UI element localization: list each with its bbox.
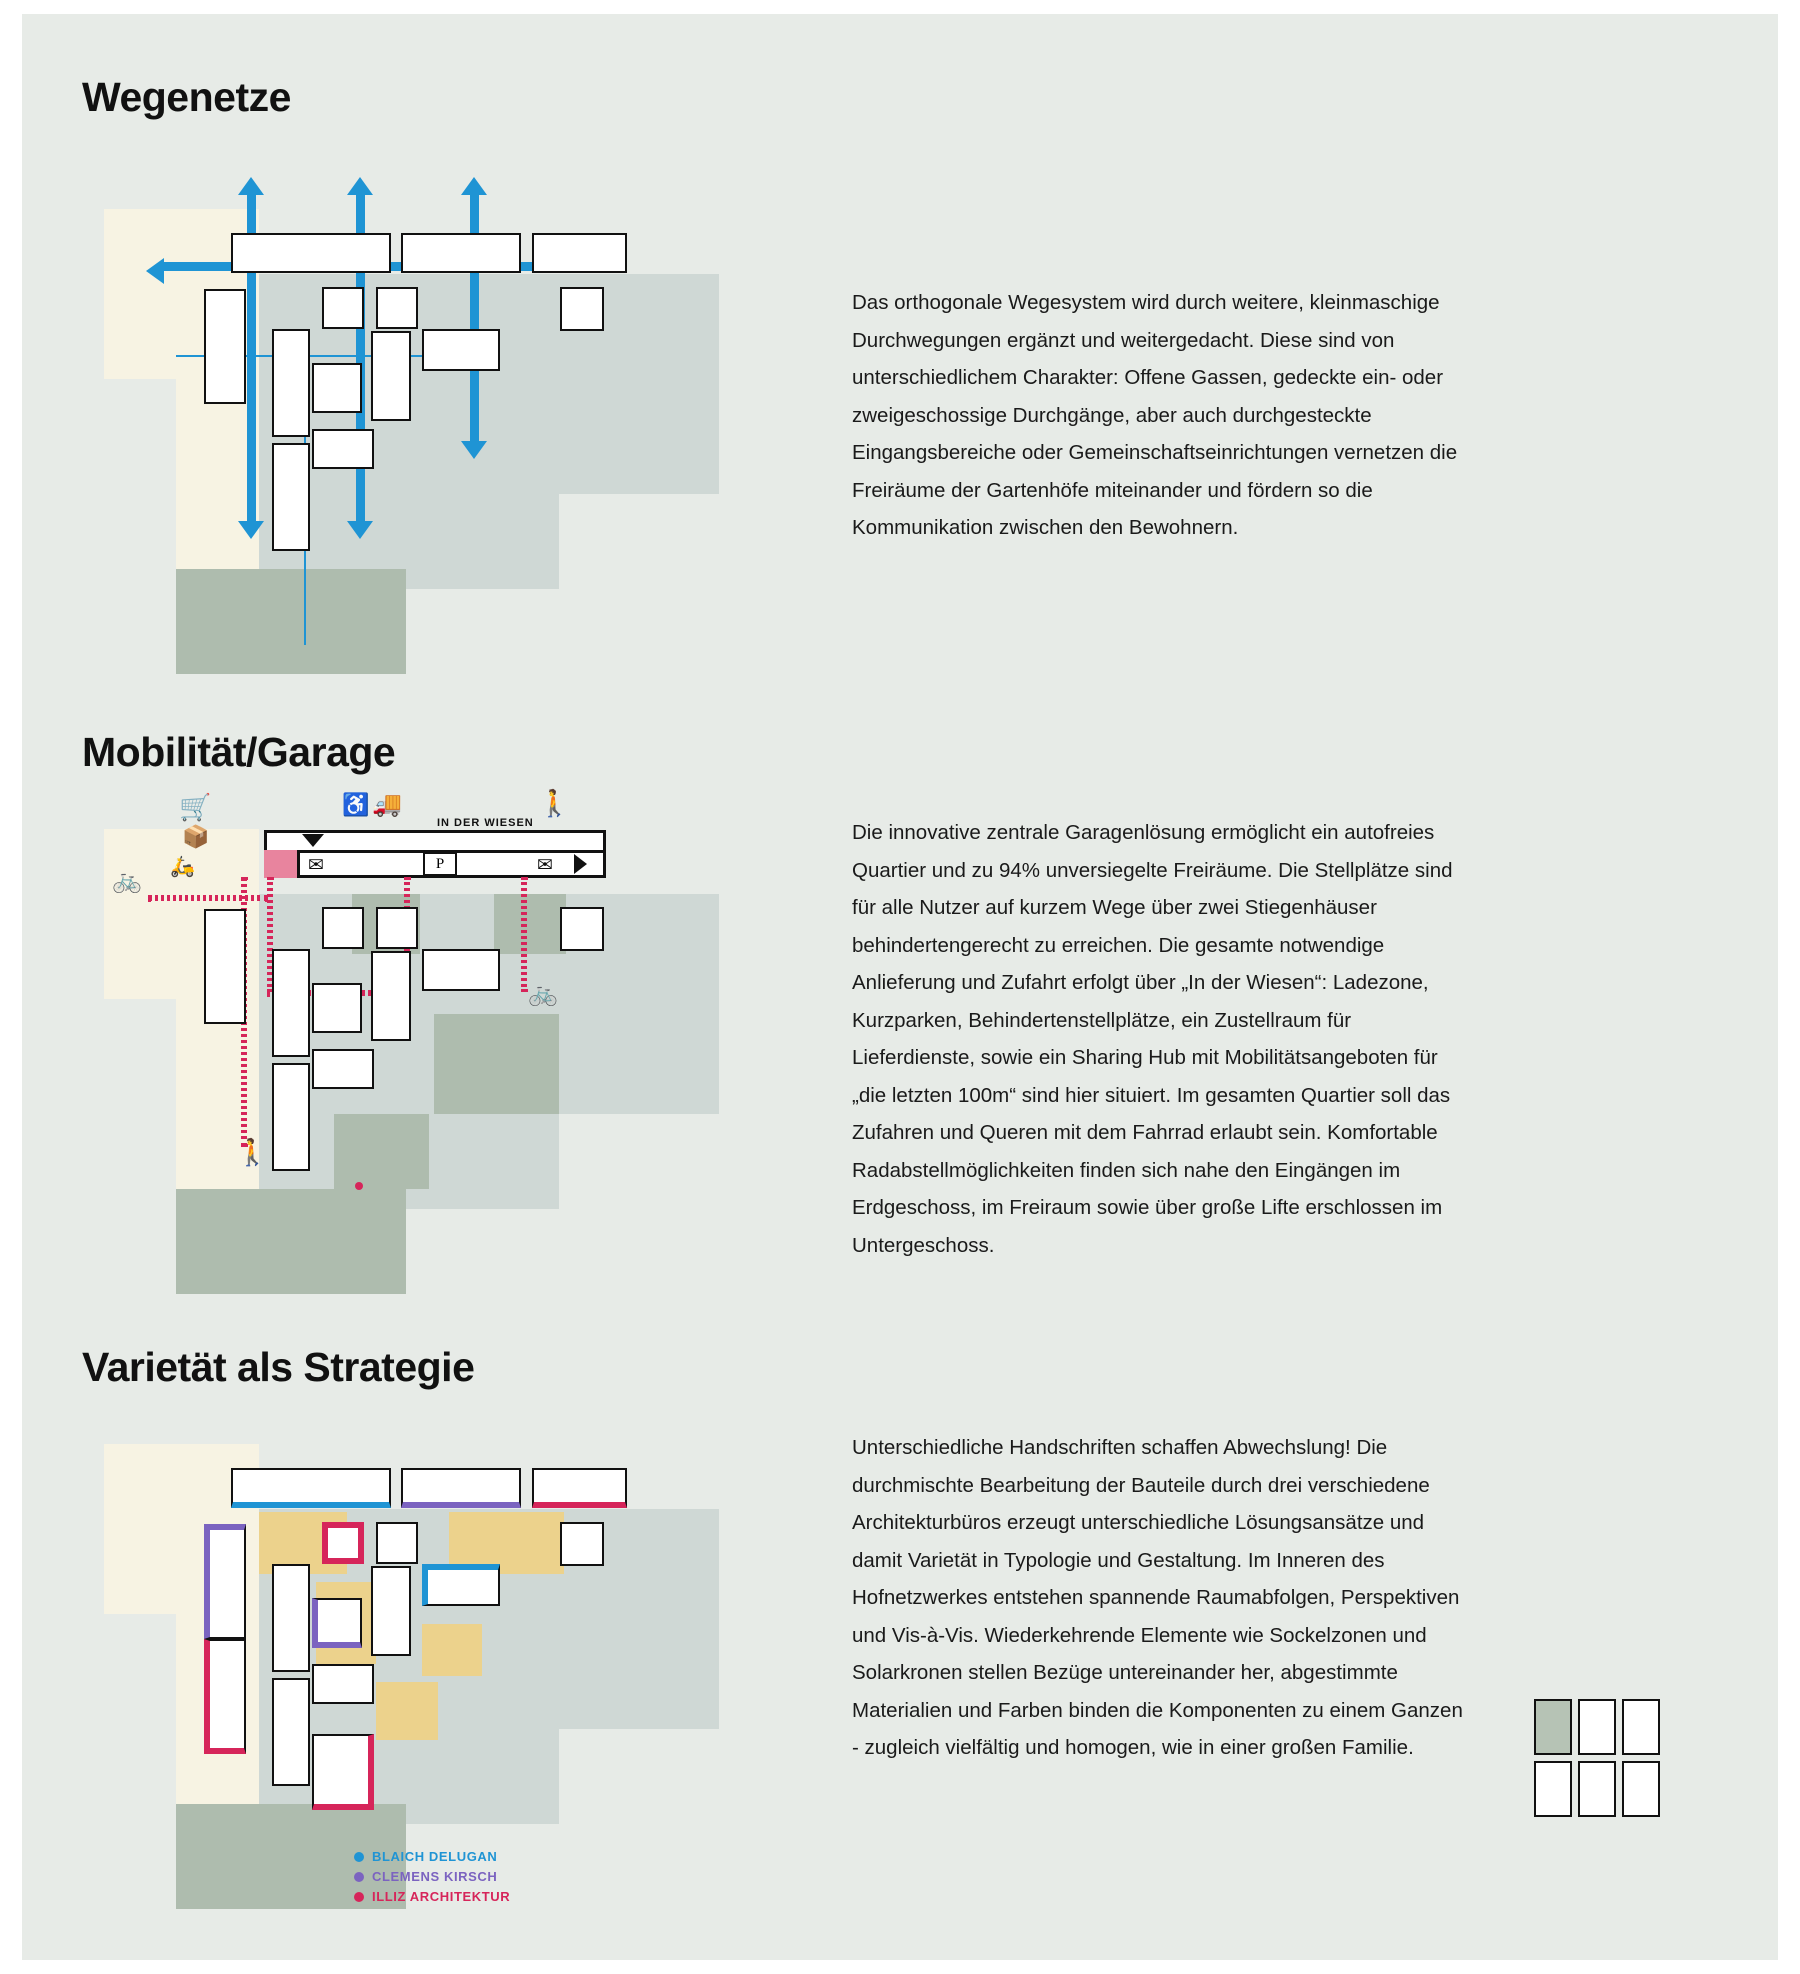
diagram-mobilitaet xyxy=(104,788,664,1284)
page-indicator-cell[interactable] xyxy=(1578,1699,1616,1755)
legend-label: CLEMENS KIRSCH xyxy=(372,1869,498,1884)
building xyxy=(560,907,604,951)
legend-dot-icon xyxy=(354,1852,364,1862)
legend-label: ILLIZ ARCHITEKTUR xyxy=(372,1889,511,1904)
building xyxy=(272,1063,310,1171)
building xyxy=(204,909,246,1024)
plot-green-accent-3 xyxy=(434,1014,559,1114)
building xyxy=(376,287,418,329)
building xyxy=(560,287,604,331)
building xyxy=(272,443,310,551)
plot-green xyxy=(176,569,406,674)
garage-edge-left xyxy=(264,832,267,850)
building xyxy=(532,1468,627,1508)
section-text-wegenetze: Das orthogonale Wegesystem wird durch weitere, kleinmaschige Durchwegungen ergänzt und weitergedacht. Diese sind von unterschiedlichem Charakter: Offene Gassen, gedeckte ein- oder zweigeschossige Durchgänge, aber auch durchgesteckte Eingangsbereiche oder Gemeinschaftseinrichtungen vernetzen die Freiräume der Gartenhöfe miteinander und fördern so die Kommunikation zwischen den Bewohnern. xyxy=(852,291,1458,539)
building xyxy=(231,1468,391,1508)
legend-item xyxy=(354,1869,510,1884)
legend-item xyxy=(354,1889,510,1904)
page-indicator-cell[interactable] xyxy=(1622,1699,1660,1755)
page-indicator-cell[interactable] xyxy=(1534,1761,1572,1817)
legend-dot-icon xyxy=(354,1872,364,1882)
building xyxy=(371,951,411,1041)
plot-green-accent-4 xyxy=(334,1114,429,1189)
diagram-wegenetze xyxy=(104,199,644,669)
building xyxy=(322,287,364,329)
path-arrow-vertical-3 xyxy=(470,191,479,441)
building xyxy=(401,233,521,273)
section-mobilitaet xyxy=(82,729,395,776)
building xyxy=(532,233,627,273)
mail-icon: ✉ xyxy=(537,855,553,876)
building xyxy=(312,363,362,413)
arrow-head-left xyxy=(146,258,164,284)
garage-loading-zone xyxy=(264,850,300,878)
building xyxy=(376,907,418,949)
building xyxy=(204,1639,246,1754)
route-dotted xyxy=(148,895,268,901)
section-text-varietaet: Unterschiedliche Handschriften schaffen Abwechslung! Die durchmischte Bearbeitung der Bauteile durch drei verschiedene Architekturbüros erzeugt unterschiedliche Lösungsansätze und damit Varietät in Typologie und Gestaltung. Im Inneren des Hofnetzwerkes entstehen spannende Raumabfolgen, Perspektiven und Vis-à-Vis. Wiederkehrende Elemente wie Sockelzonen und Solarkronen stellen Bezüge untereinander her, abgestimmte Materialien und Farben binden die Komponenten zu einem Ganzen - zugleich vielfältig und homogen, wie in einer großen Familie. xyxy=(852,1436,1463,1759)
courtyard xyxy=(376,1682,438,1740)
building xyxy=(272,949,310,1057)
legend-item xyxy=(354,1849,510,1864)
truck-icon: 🚚 xyxy=(372,791,402,818)
legend-label: BLAICH DELUGAN xyxy=(372,1849,498,1864)
building xyxy=(322,907,364,949)
bicycle-icon: 🚲 xyxy=(528,980,558,1007)
bicycle-icon: 🚲 xyxy=(112,867,142,894)
wheelchair-icon: ♿ xyxy=(342,792,370,817)
section-title-mobilitaet: Mobilität/Garage xyxy=(82,729,396,775)
street-label: IN DER WIESEN xyxy=(437,817,534,829)
diagram-varietaet xyxy=(104,1434,664,1904)
arrow-head-down-1 xyxy=(238,521,264,539)
garage-top-edge xyxy=(264,830,606,833)
section-text-mobilitaet: Die innovative zentrale Garagenlösung ermöglicht ein autofreies Quartier und zu 94% unversiegelte Freiräume. Die Stellplätze sind für alle Nutzer auf kurzem Wege über zwei Stiegenhäuser behindertengerecht zu erreichen. Die gesamte notwendige Anlieferung und Zufahrt erfolgt über „In der Wiesen“: Ladezone, Kurzparken, Behindertenstellplätze, ein Zustellraum für Lieferdienste, sowie ein Sharing Hub mit Mobilitätsangeboten für „die letzten 100m“ sind hier situiert. Im gesamten Quartier soll das Zufahren und Queren mit dem Fahrrad erlaubt sein. Komfortable Radabstellmöglichkeiten finden sich nahe den Eingängen im Erdgeschoss, im Freiraum sowie über große Lifte erschlossen im Untergeschoss. xyxy=(852,821,1453,1257)
handcart-icon: 🛒 xyxy=(179,792,212,822)
route-endpoint-dot xyxy=(355,1182,363,1190)
building xyxy=(322,1522,364,1564)
building xyxy=(401,1468,521,1508)
building xyxy=(312,1598,362,1648)
courtyard xyxy=(422,1624,482,1676)
garage-exit-arrow xyxy=(574,854,587,874)
page-indicator-grid xyxy=(1534,1699,1660,1817)
arrow-head-up-1 xyxy=(238,177,264,195)
section-title-varietaet: Varietät als Strategie xyxy=(82,1344,475,1390)
package-icon: 📦 xyxy=(182,824,210,849)
garage-entry-arrow xyxy=(302,834,324,847)
building xyxy=(272,329,310,437)
arrow-head-down-2 xyxy=(347,521,373,539)
page-indicator-cell[interactable] xyxy=(1578,1761,1616,1817)
arrow-head-up-2 xyxy=(347,177,373,195)
building xyxy=(422,949,500,991)
poster-page xyxy=(22,14,1778,1960)
building xyxy=(312,983,362,1033)
building xyxy=(371,1566,411,1656)
building xyxy=(422,1564,500,1606)
pedestrian-icon: 🚶 xyxy=(236,1137,269,1167)
building xyxy=(371,331,411,421)
building xyxy=(312,1664,374,1704)
section-title-wegenetze: Wegenetze xyxy=(82,74,291,120)
plot-green xyxy=(176,1189,406,1294)
garage-edge-right xyxy=(603,832,606,850)
building xyxy=(312,429,374,469)
building xyxy=(312,1049,374,1089)
scooter-icon: 🛵 xyxy=(170,856,195,878)
arrow-head-down-3 xyxy=(461,441,487,459)
building xyxy=(272,1564,310,1672)
route-dotted xyxy=(521,877,527,992)
section-varietaet xyxy=(82,1344,474,1391)
page-indicator-cell[interactable] xyxy=(1622,1761,1660,1817)
building xyxy=(312,1734,374,1810)
plot-green-accent-2 xyxy=(494,894,566,954)
building xyxy=(422,329,500,371)
arrow-head-up-3 xyxy=(461,177,487,195)
building xyxy=(231,233,391,273)
building xyxy=(560,1522,604,1566)
mail-icon: ✉ xyxy=(308,855,324,876)
building xyxy=(272,1678,310,1786)
legend-architects xyxy=(354,1849,510,1909)
pedestrian-icon: 🚶 xyxy=(538,788,571,818)
building xyxy=(376,1522,418,1564)
legend-dot-icon xyxy=(354,1892,364,1902)
section-wegenetze xyxy=(82,74,291,121)
parking-marker: P xyxy=(423,852,457,876)
building xyxy=(204,1524,246,1639)
building xyxy=(204,289,246,404)
page-indicator-cell[interactable] xyxy=(1534,1699,1572,1755)
